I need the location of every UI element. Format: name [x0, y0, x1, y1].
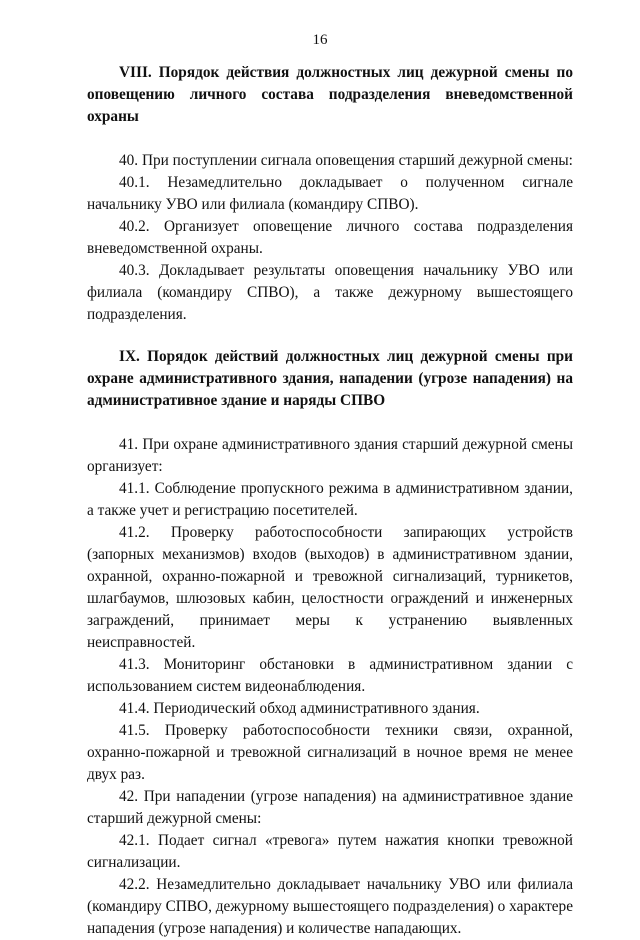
paragraph: 41.2. Проверку работоспособности запирающих устройств (запорных механизмов) входов (выходов) в административном здании, охранной, охранно-пожарной и тревожной сигнализаций, турникетов, шлагбаумов, шлюзовых кабин, целостности ограждений и инженерных заграждений, принимает меры к устранению выявленных неисправностей.: [87, 524, 573, 651]
paragraph: 41.3. Мониторинг обстановки в административном здании с использованием систем видеонаблюдения.: [87, 656, 573, 695]
paragraph: 42.2. Незамедлительно докладывает начальнику УВО или филиала (командиру СПВО, дежурному вышестоящего подразделения) о характере нападения (угрозе нападения) и количестве нападающих.: [87, 876, 573, 937]
paragraph: 40.3. Докладывает результаты оповещения начальнику УВО или филиала (командиру СПВО), а также дежурному вышестоящего подразделения.: [87, 262, 573, 323]
page-number: 16: [312, 32, 328, 48]
paragraph: 41. При охране административного здания старший дежурной смены организует:: [87, 436, 573, 475]
section-heading: VIII. Порядок действия должностных лиц дежурной смены по оповещению личного состава подразделения вневедомственной охраны: [87, 64, 573, 125]
paragraph: 40.2. Организует оповещение личного состава подразделения вневедомственной охраны.: [87, 218, 573, 257]
paragraph: 40. При поступлении сигнала оповещения старший дежурной смены:: [119, 152, 573, 169]
paragraph: 42. При нападении (угрозе нападения) на административное здание старший дежурной смены:: [87, 788, 573, 827]
paragraph: 41.4. Периодический обход административного здания.: [119, 700, 480, 717]
paragraph: 40.1. Незамедлительно докладывает о полученном сигнале начальнику УВО или филиала (командиру СПВО).: [87, 174, 573, 213]
paragraph: 42.1. Подает сигнал «тревога» путем нажатия кнопки тревожной сигнализации.: [87, 832, 573, 871]
section-heading: IX. Порядок действий должностных лиц дежурной смены при охране административного здания, нападении (угрозе нападения) на административное здание и наряды СПВО: [87, 348, 573, 409]
document-body: [87, 62, 573, 940]
paragraph: 41.5. Проверку работоспособности техники связи, охранной, охранно-пожарной и тревожной сигнализаций в ночное время не менее двух раз.: [87, 722, 573, 783]
paragraph: 41.1. Соблюдение пропускного режима в административном здании, а также учет и регистрацию посетителей.: [87, 480, 573, 519]
